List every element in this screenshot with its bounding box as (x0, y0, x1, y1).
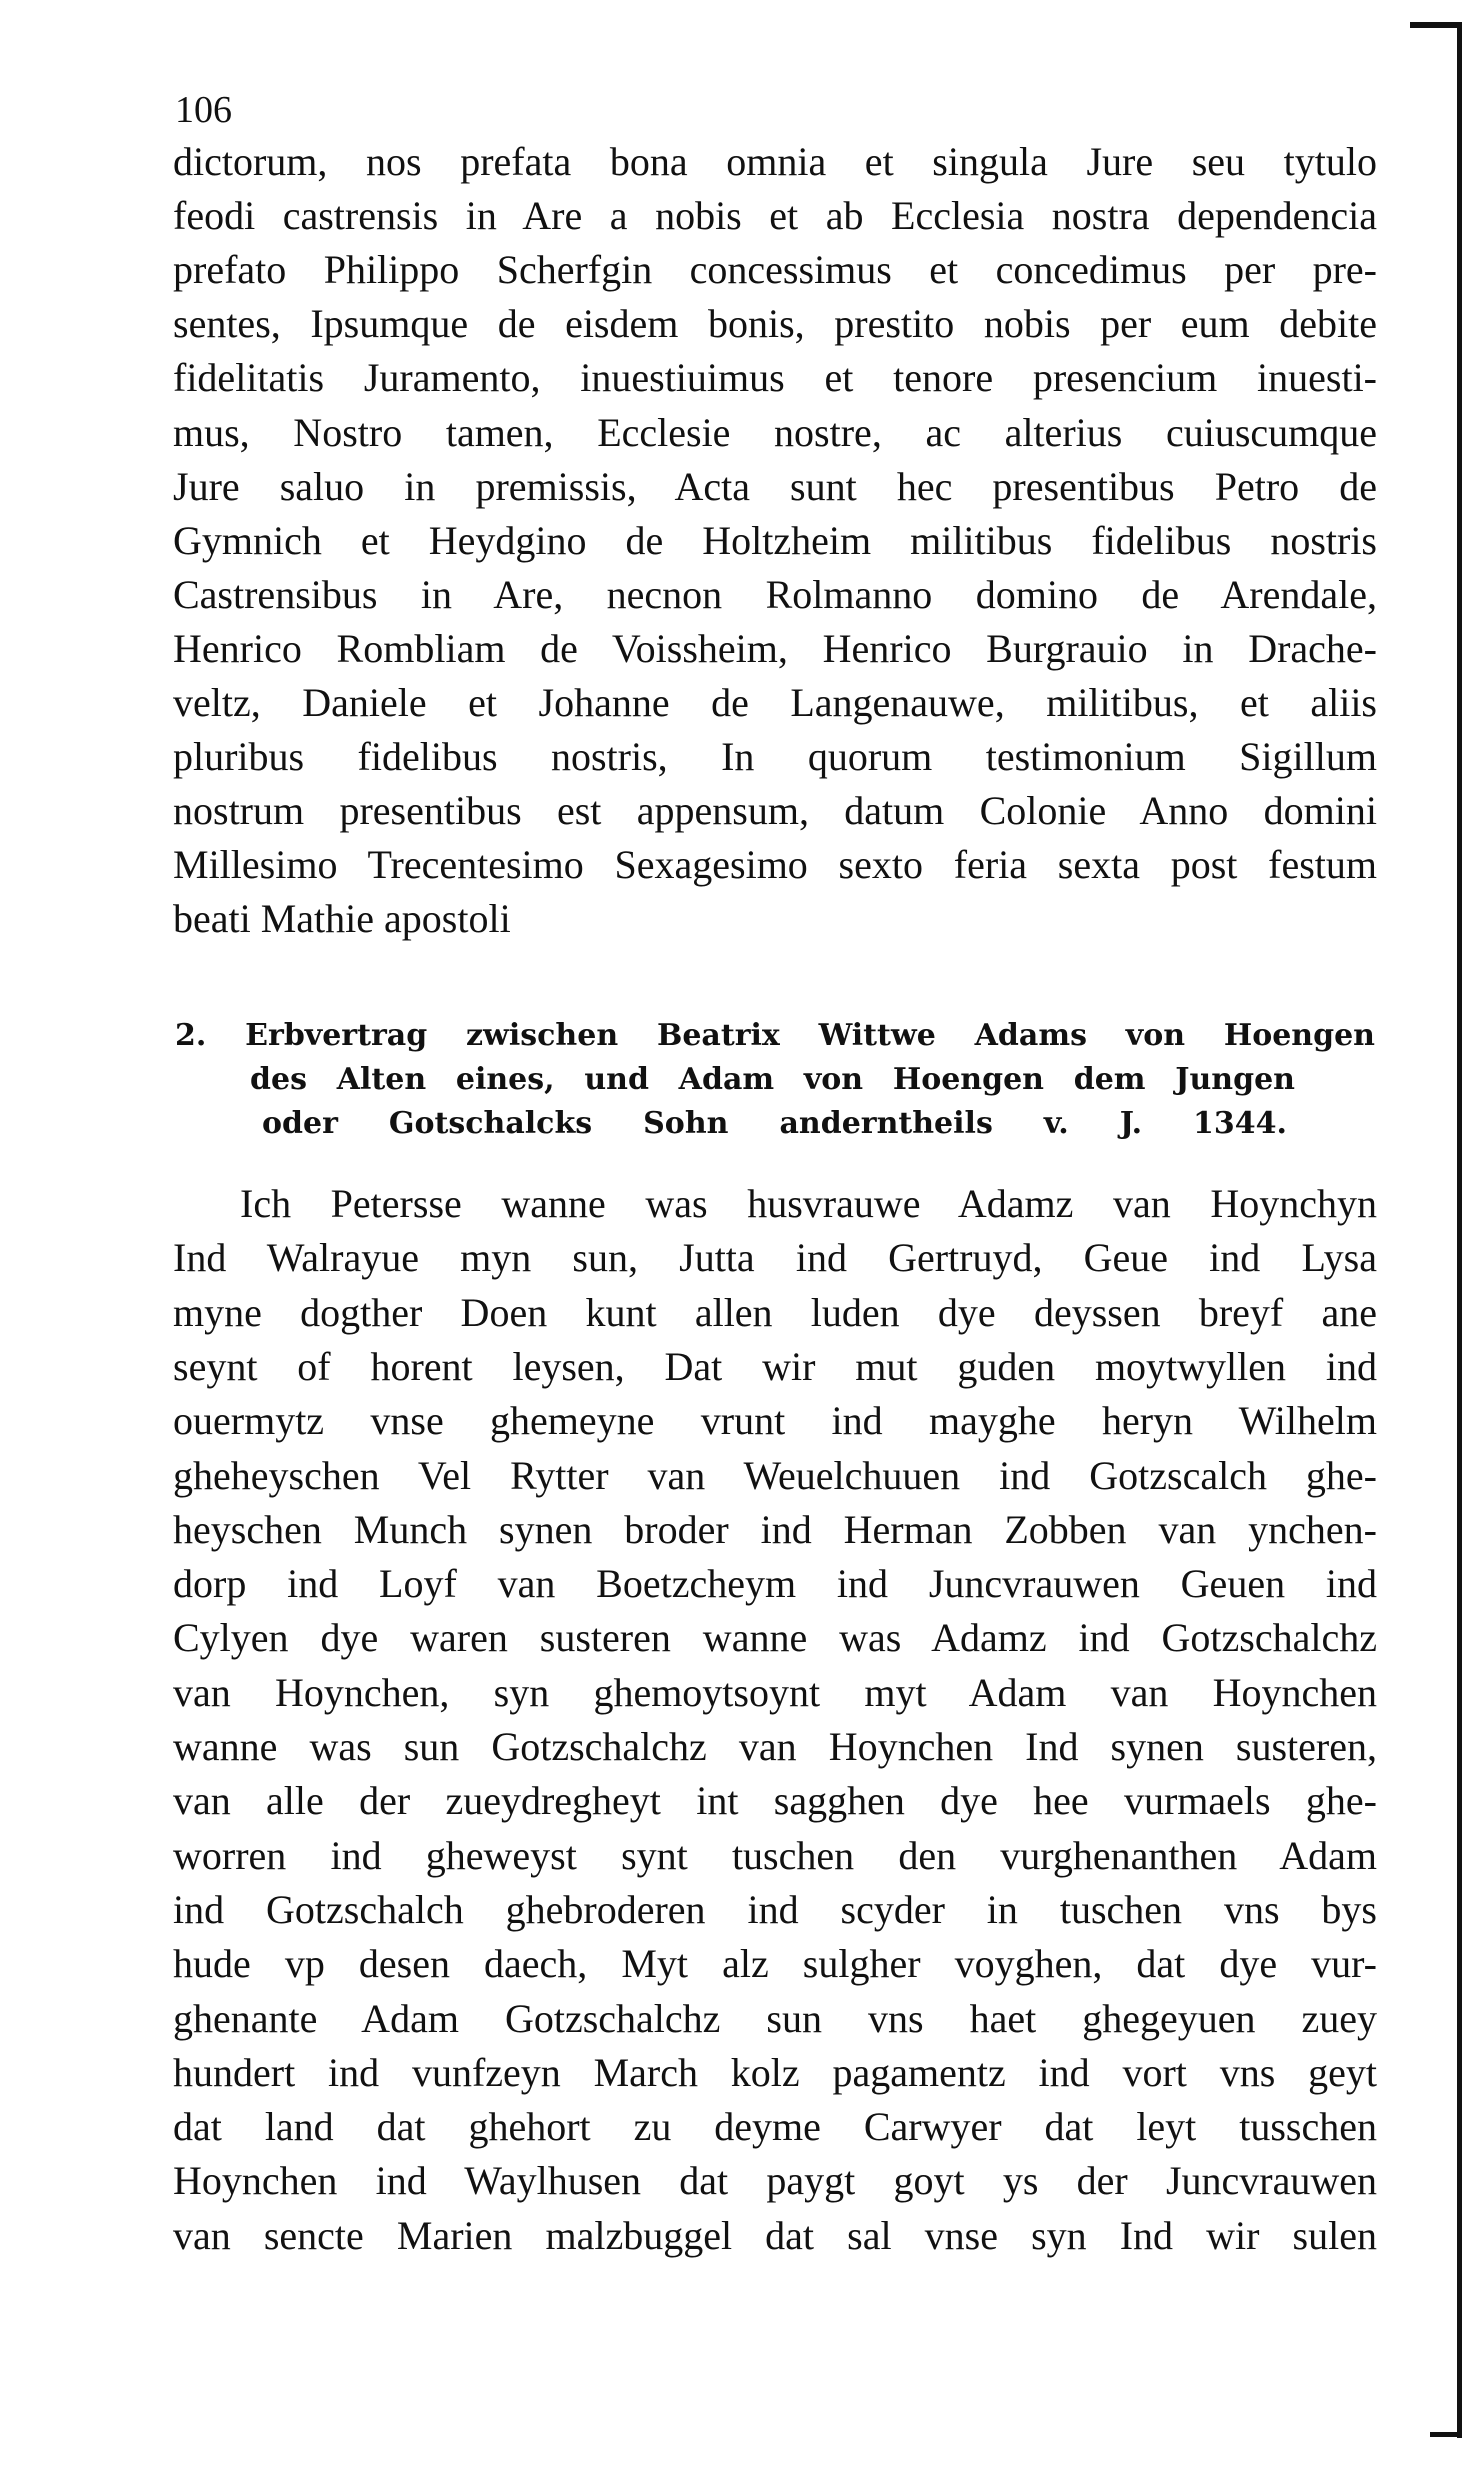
page-number: 106 (175, 89, 232, 131)
text-line: fidelitatis Juramento, inuestiuimus et tenore presencium inuesti- (173, 355, 1377, 401)
text-line: ghenante Adam Gotzschalchz sun vns haet ghegeyuen zuey (173, 1995, 1377, 2041)
text-line: feodi castrensis in Are a nobis et ab Ecclesia nostra dependencia (173, 193, 1377, 239)
text-line: Ind Walrayue myn sun, Jutta ind Gertruyd, Geue ind Lysa (173, 1235, 1377, 1281)
text-line: pluribus fidelibus nostris, In quorum testimonium Sigillum (173, 734, 1377, 780)
text-line: 2. Erbvertrag zwischen Beatrix Wittwe Adams von Hoengen (175, 1018, 1375, 1053)
text-line: sentes, Ipsumque de eisdem bonis, prestito nobis per eum debite (173, 301, 1377, 347)
text-line: wanne was sun Gotzschalchz van Hoynchen Ind synen susteren, (173, 1724, 1377, 1769)
text-line: Millesimo Trecentesimo Sexagesimo sexto feria sexta post festum (173, 842, 1377, 888)
text-line: Gymnich et Heydgino de Holtzheim militibus fidelibus nostris (173, 517, 1377, 563)
text-line: Castrensibus in Are, necnon Rolmanno domino de Arendale, (173, 571, 1377, 617)
page-border-right (1457, 28, 1462, 2438)
text-line: dat land dat ghehort zu deyme Carwyer dat leyt tusschen (173, 2104, 1377, 2150)
text-line: beati Mathie apostoli (173, 896, 511, 942)
page-border-bottom (1430, 2432, 1462, 2437)
text-line: Hoynchen ind Waylhusen dat paygt goyt ys der Juncvrauwen (173, 2158, 1377, 2204)
text-line: worren ind gheweyst synt tuschen den vurghenanthen Adam (173, 1832, 1377, 1878)
text-line: Henrico Rombliam de Voissheim, Henrico Burgrauio in Drache- (173, 625, 1377, 671)
text-line: myne dogther Doen kunt allen luden dye deyssen breyf ane (173, 1289, 1377, 1335)
text-line: hundert ind vunfzeyn March kolz pagamentz ind vort vns geyt (173, 2049, 1377, 2095)
text-line: heyschen Munch synen broder ind Herman Zobben van ynchen- (173, 1506, 1377, 1552)
text-line: nostrum presentibus est appensum, datum Colonie Anno domini (173, 788, 1377, 834)
page-border-top (1410, 22, 1462, 28)
text-line: mus, Nostro tamen, Ecclesie nostre, ac alterius cuiuscumque (173, 409, 1377, 455)
text-line: prefato Philippo Scherfgin concessimus et concedimus per pre- (173, 247, 1377, 293)
text-line: veltz, Daniele et Johanne de Langenauwe, militibus, et aliis (173, 680, 1377, 725)
text-line: van Hoynchen, syn ghemoytsoynt myt Adam van Hoynchen (173, 1669, 1377, 1715)
text-line: Cylyen dye waren susteren wanne was Adamz ind Gotzschalchz (173, 1615, 1377, 1661)
text-line: des Alten eines, und Adam von Hoengen dem Jungen (250, 1062, 1295, 1097)
text-line: van sencte Marien malzbuggel dat sal vnse syn Ind wir sulen (173, 2212, 1377, 2258)
text-line: ind Gotzschalch ghebroderen ind scyder in tuschen vns bys (173, 1886, 1377, 1932)
text-line: oder Gotschalcks Sohn anderntheils v. J. 1344. (262, 1106, 1287, 1141)
text-line: gheheyschen Vel Rytter van Weuelchuuen ind Gotzscalch ghe- (173, 1452, 1377, 1498)
text-line: van alle der zueydregheyt int sagghen dye hee vurmaels ghe- (173, 1778, 1377, 1824)
text-line: Ich Petersse wanne was husvrauwe Adamz van Hoynchyn (240, 1181, 1377, 1226)
text-line: ouermytz vnse ghemeyne vrunt ind mayghe heryn Wilhelm (173, 1398, 1377, 1444)
text-line: hude vp desen daech, Myt alz sulgher voyghen, dat dye vur- (173, 1941, 1377, 1987)
text-line: dorp ind Loyf van Boetzcheym ind Juncvrauwen Geuen ind (173, 1561, 1377, 1607)
text-line: Jure saluo in premissis, Acta sunt hec presentibus Petro de (173, 463, 1377, 509)
text-line: dictorum, nos prefata bona omnia et singula Jure seu tytulo (173, 139, 1377, 184)
text-line: seynt of horent leysen, Dat wir mut guden moytwyllen ind (173, 1343, 1377, 1389)
